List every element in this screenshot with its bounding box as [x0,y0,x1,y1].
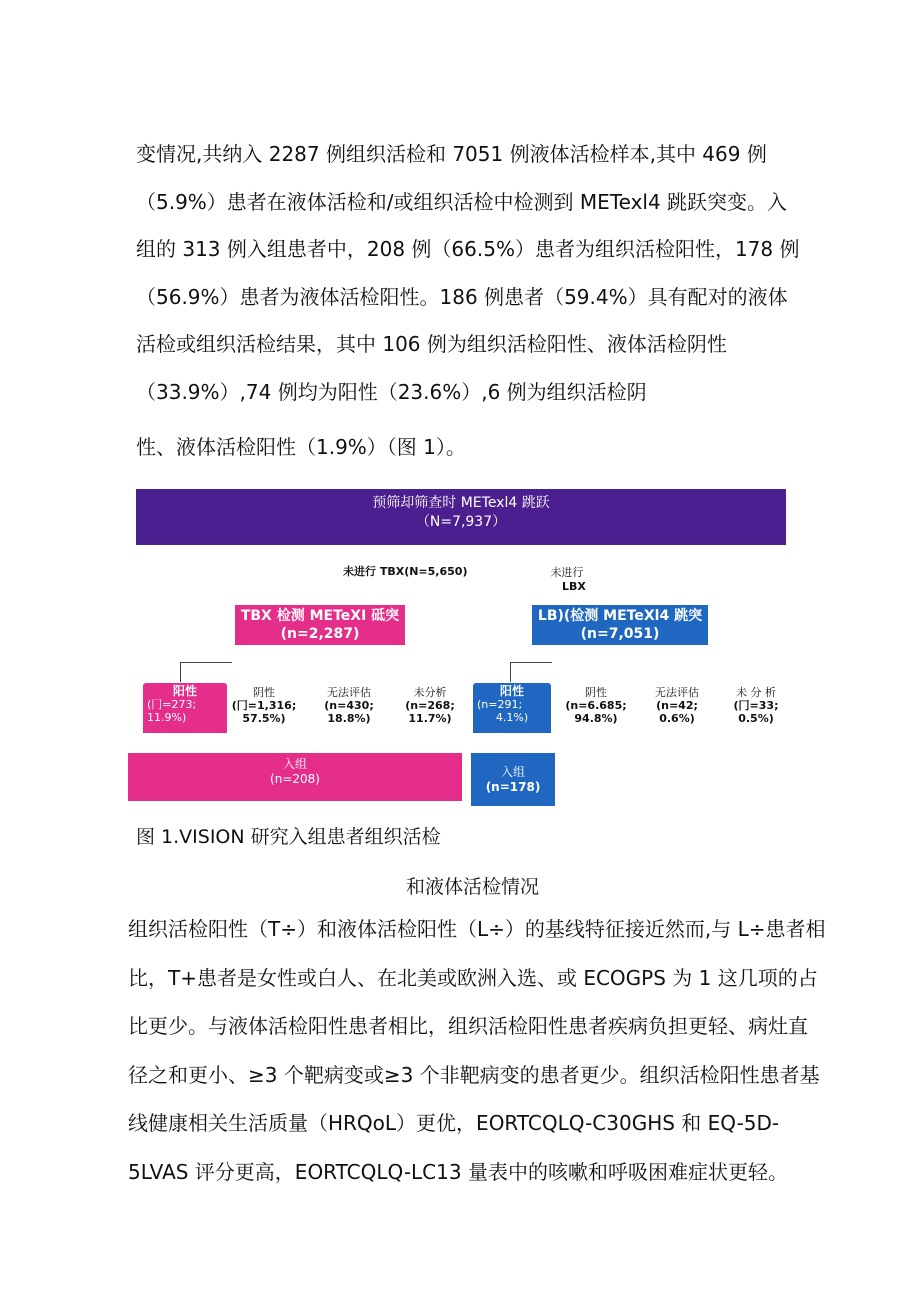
stat-label: 未 分 析 [736,686,776,699]
text-line: 活检或组织活检结果，其中 106 例为组织活检阳性、液体活检阴性 [136,332,727,356]
figure-caption: 图 1.VISION 研究入组患者组织活检 [136,826,441,848]
tbx-positive-title: 阳性 [172,684,197,698]
stat-label: 未分析 [413,686,447,699]
tbx-enrolled-box [128,753,462,801]
text-line: （33.9%）,74 例均为阳性（23.6%）,6 例为组织活检阴 [136,379,647,404]
stat-label: 无法评估 [327,686,371,699]
tbx-n: (n=2,287) [280,626,360,642]
stat-n: (冂=1,316; [231,699,297,712]
no-lbx-label [548,566,586,594]
lbx-unanalyzed-stat [724,686,788,725]
text-line: 变情况,共纳入 2287 例组织活检和 7051 例液体活检样本,其中 469 例 [136,142,767,166]
text-line: 比更少。与液体活检阳性患者相比，组织活检阳性患者疾病负担更轻、病灶直 [128,1014,808,1038]
tbx-title: TBX 检测 METeXI 砥突 [240,608,400,624]
tbx-positive-pct: 11.9%) [147,711,187,724]
stat-label: 阴性 [585,686,607,699]
prescreen-title: 预筛却筛查时 METexl4 跳跃 [372,495,550,511]
stat-n: (n=42; [656,699,698,712]
tbx-box [235,605,405,645]
text-line: （5.9%）患者在液体活检和/或组织活检中检测到 METexl4 跳跃突变。入 [136,189,788,214]
tbx-positive-n: (冂=273; [147,698,197,711]
lbx-positive-box [473,683,551,733]
no-lbx-line2: LBX [562,580,586,593]
text-line: （56.9%）患者为液体活检阳性。186 例患者（59.4%）具有配对的液体 [136,284,788,309]
lbx-unevaluable-stat [642,686,712,725]
prescreen-box [136,489,786,545]
enrolled-label: 入组 [282,757,307,771]
connector-line [180,662,181,682]
stat-n: (n=6.685; [565,699,627,712]
text-line: 径之和更小、≥3 个靶病变或≥3 个非靶病变的患者更少。组织活检阳性患者基 [128,1062,820,1087]
text-line: 组的 313 例入组患者中，208 例（66.5%）患者为组织活检阳性，178 例 [136,237,800,261]
lbx-enrolled-box [471,753,555,806]
tbx-negative-stat [228,686,300,725]
text-line: 组织活检阳性（T÷）和液体活检阳性（L÷）的基线特征接近然而,与 L÷患者相 [128,917,826,941]
stat-label: 无法评估 [655,686,699,699]
tbx-unanalyzed-stat [398,686,462,725]
stat-pct: 57.5%) [242,712,286,725]
tbx-unevaluable-stat [314,686,384,725]
connector-line [510,662,552,663]
stat-pct: 0.6%) [659,712,695,725]
stat-pct: 94.8%) [574,712,618,725]
no-tbx-label: 未进行 TBX(N=5,650) [343,565,468,578]
text-line: 5LVAS 评分更高，EORTCQLQ-LC13 量表中的咳嗽和呼吸困难症状更轻。 [128,1159,788,1184]
lbx-positive-pct: 4.1%) [495,711,529,724]
stat-pct: 0.5%) [738,712,774,725]
no-lbx-line1: 未进行 [550,566,584,579]
stat-n: (冂=33; [733,699,779,712]
enrolled-n: (n=208) [270,772,320,786]
lbx-box [532,605,708,645]
tbx-positive-box [143,683,227,733]
figure-caption-cont: 和液体活检情况 [406,876,540,898]
lbx-negative-stat [560,686,632,725]
text-line: 比，T+患者是女性或白人、在北美或欧洲入选、或 ECOGPS 为 1 这几项的占 [128,965,818,990]
lbx-n: (n=7,051) [580,626,660,642]
connector-line [180,662,232,663]
stat-n: (n=268; [405,699,455,712]
connector-line [510,662,511,682]
stat-pct: 11.7%) [408,712,452,725]
lbx-positive-n: (n=291; [477,698,523,711]
stat-label: 阴性 [253,686,275,699]
enrolled-n: (n=178) [485,780,541,794]
text-line: 性、液体活检阳性（1.9%）（图 1）。 [136,435,466,459]
intro-paragraph [136,131,800,472]
lbx-title: LB)(检测 METeXl4 跳突 [537,608,703,624]
prescreen-n: （N=7,937） [415,514,507,530]
text-line: 线健康相关生活质量（HRQoL）更优，EORTCQLQ-C30GHS 和 EQ-5D- [128,1111,780,1135]
stat-n: (n=430; [324,699,374,712]
lbx-positive-title: 阳性 [499,684,524,698]
stat-pct: 18.8%) [327,712,371,725]
enrolled-label: 入组 [500,765,525,779]
body-paragraph [128,905,826,1196]
